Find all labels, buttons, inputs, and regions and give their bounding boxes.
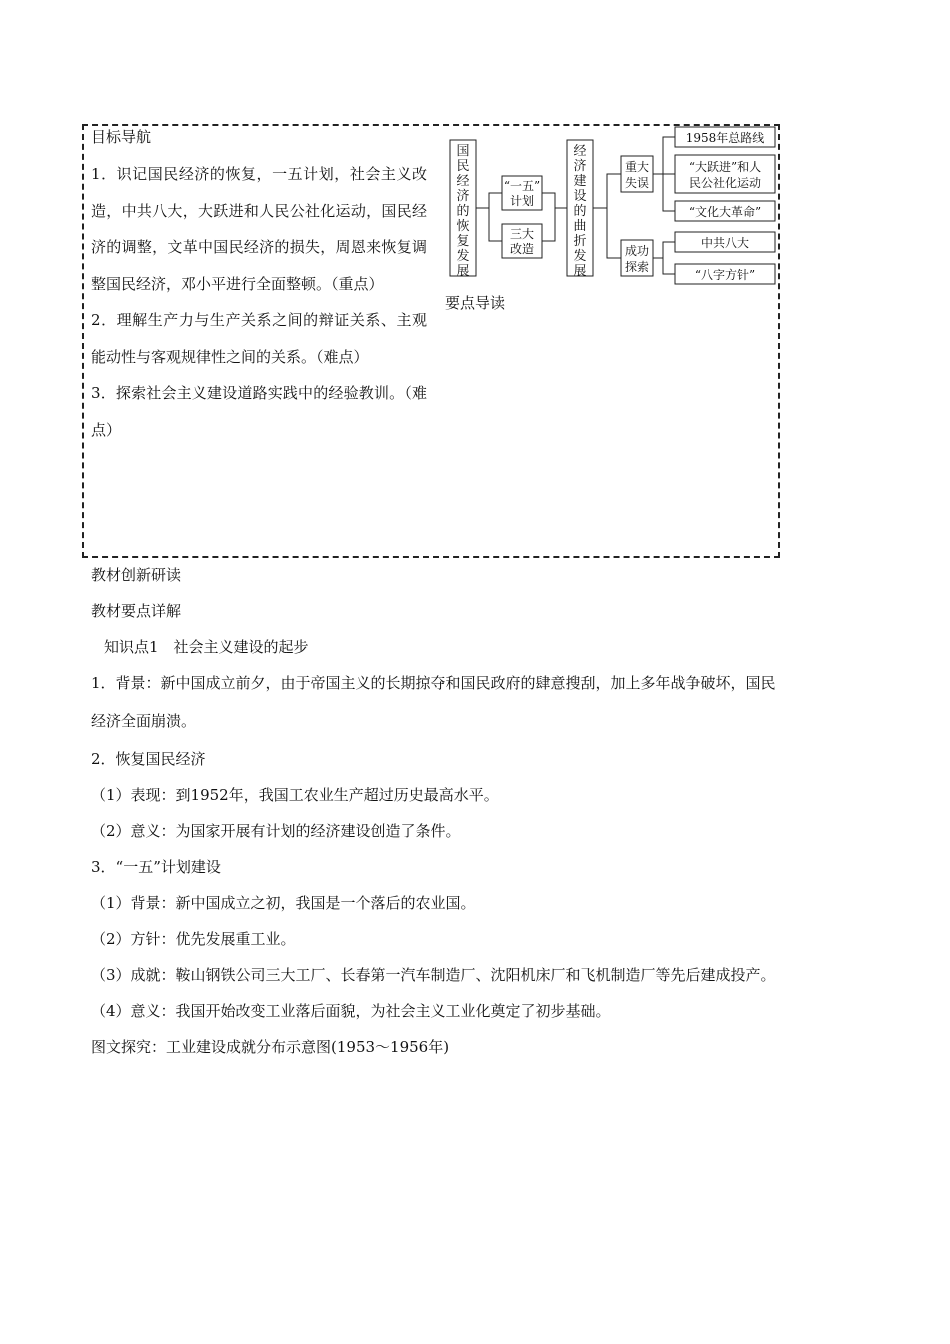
knowledge-point-title: 知识点1 社会主义建设的起步 [104, 638, 309, 656]
explore-label-1: 成功 [624, 244, 650, 258]
leaf-1-label: 1958年总路线 [685, 131, 765, 145]
mistake-label-2: 失误 [624, 176, 650, 190]
goal-item-3: 3．探索社会主义建设道路实践中的经验教训。（难点） [91, 384, 427, 439]
sanda-label-1: 三大 [509, 227, 535, 241]
yiwu-label-2: 计划 [509, 194, 535, 208]
para-3-item-2: （2）方针：优先发展重工业。 [91, 930, 296, 948]
goal-item-1: 1．识记国民经济的恢复，一五计划，社会主义改造，中共八大，大跃进和人民公社化运动，国民经济的调整，文革中国民经济的损失，周恩来恢复调整国民经济，邓小平进行全面整顿。（重点） [91, 165, 427, 293]
para-2-heading: 2．恢复国民经济 [91, 750, 206, 768]
para-3-item-3: （3）成就：鞍山钢铁公司三大工厂、长春第一汽车制造厂、沈阳机床厂和飞机制造厂等先后建成投产。 [91, 966, 776, 984]
section-title: 教材创新研读 [91, 566, 182, 584]
figure-caption: 图文探究：工业建设成就分布示意图(1953～1956年) [91, 1038, 450, 1056]
leaf-2-label-2: 民公社化运动 [688, 176, 762, 190]
para-2-item-2: （2）意义：为国家开展有计划的经济建设创造了条件。 [91, 822, 461, 840]
sanda-label-2: 改造 [509, 242, 535, 256]
mistake-label-1: 重大 [624, 160, 650, 174]
explore-label-2: 探索 [624, 260, 650, 274]
goal-item-2: 2．理解生产力与生产关系之间的辩证关系、主观能动性与客观规律性之间的关系。（难点） [91, 311, 427, 366]
para-3-heading: 3．“一五”计划建设 [91, 858, 221, 876]
para-1-line-2: 经济全面崩溃。 [91, 712, 197, 730]
leaf-5-label: “八字方针” [694, 268, 756, 282]
yiwu-label-1: “一五” [503, 179, 541, 193]
leaf-4-label: 中共八大 [700, 236, 750, 250]
goal-nav-title: 目标导航 [91, 128, 152, 146]
para-3-item-1: （1）背景：新中国成立之初，我国是一个落后的农业国。 [91, 894, 476, 912]
para-2-item-1: （1）表现：到1952年，我国工农业生产超过历史最高水平。 [91, 786, 499, 804]
goal-nav-list [91, 156, 427, 448]
tortuous-label: 经济建设的曲折发展 [573, 144, 587, 279]
concept-diagram [445, 124, 785, 289]
recovery-label: 国民经济的恢复发展 [456, 144, 470, 279]
leaf-3-label: “文化大革命” [688, 205, 762, 219]
subsection-title: 教材要点详解 [91, 602, 182, 620]
para-1-line-1: 1．背景：新中国成立前夕，由于帝国主义的长期掠夺和国民政府的肆意搜刮，加上多年战争破坏，国民 [91, 674, 776, 692]
para-3-item-4: （4）意义：我国开始改变工业落后面貌，为社会主义工业化奠定了初步基础。 [91, 1002, 611, 1020]
leaf-2-label-1: “大跃进”和人 [688, 160, 762, 174]
key-guide-label: 要点导读 [445, 294, 506, 312]
